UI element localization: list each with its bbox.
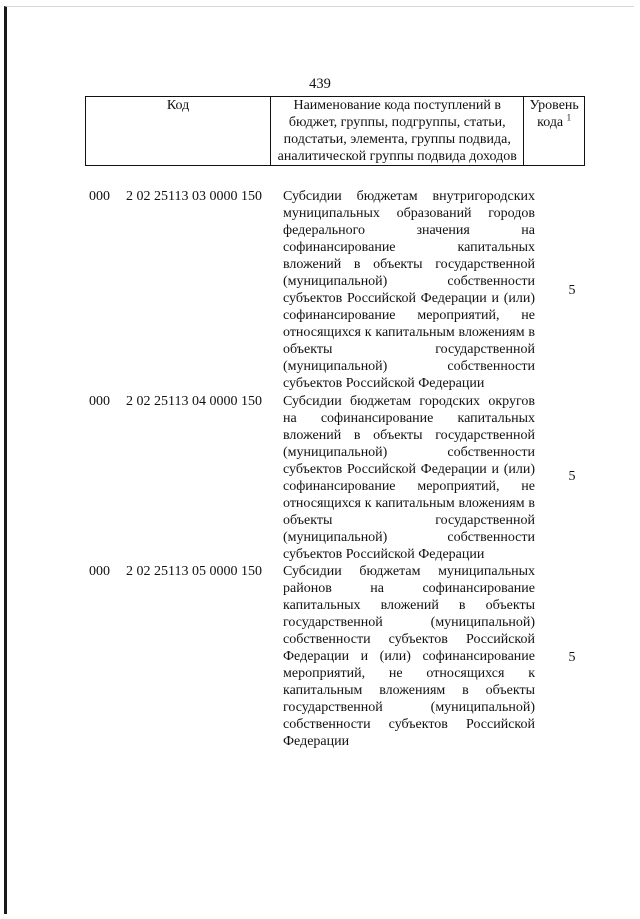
page-number: 439 xyxy=(309,76,331,92)
row-code: 2 02 25113 03 0000 150 xyxy=(126,189,262,204)
header-code: Код xyxy=(86,97,271,166)
header-level-footnote: 1 xyxy=(566,112,572,123)
row-level: 5 xyxy=(568,650,576,665)
header-level-cell xyxy=(524,97,585,166)
header-table xyxy=(85,96,585,166)
row-code: 2 02 25113 04 0000 150 xyxy=(126,394,262,409)
row-description: Субсидии бюджетам муниципальных районов на софинансирование капитальных вложений в объекты государственной (муниципальной) собственности субъектов Российской Федерации и (или) софинансирование мероприятий, не относящихся к капитальным вложениям в объекты государственной (муниципальной) собственности субъектов Российской Федерации xyxy=(283,564,535,749)
row-level: 5 xyxy=(568,469,576,484)
row-prefix: 000 xyxy=(89,394,110,409)
row-code: 2 02 25113 05 0000 150 xyxy=(126,564,262,579)
row-prefix: 000 xyxy=(89,564,110,579)
header-level: Уровень кода xyxy=(529,98,579,130)
row-prefix: 000 xyxy=(89,189,110,204)
row-description: Субсидии бюджетам городских округов на софинансирование капитальных вложений в объекты государственной (муниципальной) собственности субъектов Российской Федерации и (или) софинансирование мероприятий, не относящихся к капитальным вложениям в объекты государственной (муниципальной) собственности субъектов Российской Федерации xyxy=(283,394,535,562)
row-level: 5 xyxy=(568,283,576,298)
row-description: Субсидии бюджетам внутригородских муниципальных образований городов федерального значения на софинансирование капитальных вложений в объекты государственной (муниципальной) собственности субъектов Российской Федерации и (или) софинансирование мероприятий, не относящихся к капитальным вложениям в объекты государственной (муниципальной) собственности субъектов Российской Федерации xyxy=(283,189,535,391)
header-row xyxy=(86,97,585,166)
header-name: Наименование кода поступлений в бюджет, группы, подгруппы, статьи, подстатьи, элемента, группы подвида, аналитической группы подвида доходов xyxy=(271,97,524,166)
